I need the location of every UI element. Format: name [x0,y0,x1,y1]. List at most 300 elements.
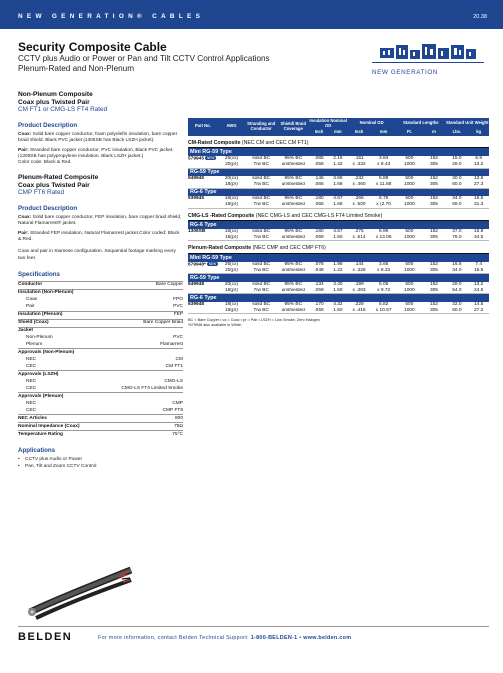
cable-type-label: RG-6 Type [188,294,489,302]
cell-sh: unshielded [277,268,309,274]
cell-ft: 1000 [396,308,422,314]
col-ins-inch: Inch [309,129,328,135]
spec-key: Insulation (Plenum) [18,311,101,319]
spec-row [18,349,183,356]
cell-str: solid BC [252,281,271,287]
section-heading-row [188,136,489,148]
cell-ii: .170 [314,301,324,307]
product2-heading-line1: Plenum-Rated Composite [18,174,99,182]
spec-key: Conductor [18,281,101,289]
cell-ii: .056 [309,162,328,168]
product2-rating: CMP FT6 Rated [18,189,65,197]
cell-sh: 95% BC [284,281,303,287]
spec-key: Approvals (Non-Plenum) [18,349,101,356]
spec-value: Bare Copper [101,281,184,289]
spec-value: 800 [101,415,184,423]
spec-row [18,304,183,311]
cable-type-row [188,254,489,262]
cell-sh: 95% BC [284,176,303,182]
cell-om: 5.82 [378,301,389,307]
cell-kg: 15.5 [468,268,489,274]
cell-awg: 18(pr) [218,182,245,188]
spec-key: Plenum [26,342,43,348]
cell-str: solid BC [252,155,271,161]
spec-value [101,349,184,356]
right-column [188,118,489,328]
cell-oi: x .383 [347,288,371,294]
footer-contact-prefix: For more information, contact Belden Technical Support: [98,635,251,641]
col-od-mm: mm [371,129,396,135]
cell-kg: 13.6 [473,176,484,182]
cell-sh: unshielded [277,288,309,294]
cell-ft: 1000 [396,288,422,294]
cell-ft: 500 [405,155,414,161]
cell-m: 305 [423,308,446,314]
part-number-cell [188,262,218,268]
cell-ii: .145 [314,176,324,182]
cell-str: 7/w BC [245,268,277,274]
spec-key: Nominal Impedance (Coax) [18,423,101,431]
col-nominal-od: Nominal OD [347,118,396,129]
spec-value: CMP [172,401,183,407]
spec-row [18,311,183,319]
cell-lb: 76.0 [445,235,468,241]
cell-str: solid BC [252,176,271,182]
col-awg: AWG [218,118,245,136]
cell-str: 7/w BC [245,288,277,294]
product2-heading-line2: Coax plus Twisted Pair [18,181,90,189]
cell-oi: .199 [354,281,364,287]
subtitle-line2: Plenum-Rated and Non-Plenum [18,64,135,73]
product-table [188,118,489,314]
cable-illustration [26,560,136,620]
cell-lb: 54.0 [445,288,468,294]
spec-value: Bare Copper Braid [101,319,184,327]
spec-row [18,334,183,341]
cell-im: 1.98 [333,261,343,267]
spec-key: CEC [26,386,37,392]
spec-row [18,431,183,438]
section-title: CMG-LS -Rated Composite [188,212,255,219]
cell-ft: 500 [405,281,414,287]
cell-str: solid BC [252,301,271,307]
cell-ii: .048 [309,268,328,274]
cell-kg: 24.5 [468,288,489,294]
cell-ii: .085 [314,155,324,161]
specifications-table [18,281,183,439]
cell-kg: 13.2 [473,281,484,287]
product2-heading [18,174,183,189]
cell-oi: x .460 [347,182,371,188]
cable-type-label: Mini RG-59 Type [188,254,489,262]
section-note: (NEC CMG-LS and CEC CMG-LS FT4 Limited Smoke) [255,212,383,219]
part-number[interactable]: 1306SB [188,228,206,234]
new-badge: NEW [206,155,215,160]
new-generation-logo-text: NEW GENERATION [372,69,439,76]
cell-awg: 18(pr) [218,308,245,314]
cell-om: 5.89 [378,176,389,182]
part-number[interactable]: 679948* [188,261,206,267]
cell-oi: .275 [354,228,364,234]
cell-kg: 14.5 [473,301,484,307]
footnote-abbrev: BC = Bare Copper • cx = Coax • pr = Pair • LSZH = Low Smoke, Zero Halogen [188,318,320,323]
cell-ft: 1000 [396,162,422,168]
cable-illustration-icon [26,560,136,620]
footer-contact [98,635,351,641]
new-generation-logo-icon [372,42,484,68]
cell-str: solid BC [252,261,271,267]
cell-awg: 20(pr) [218,162,245,168]
cell-ft: 500 [405,228,414,234]
cell-oi: .144 [354,261,364,267]
product1-coax-label: Coax: [18,131,32,137]
section-note: (NEC CMP and CEC CMP FT6) [252,245,326,252]
cell-oi: .232 [354,176,364,182]
table-footnotes [188,318,489,328]
cell-om: x 10.57 [371,308,396,314]
section-heading-row [188,241,489,254]
cell-sh: unshielded [277,202,309,208]
cell-oi: .151 [354,155,364,161]
new-generation-logo [372,42,484,76]
cell-m: 152 [429,176,438,182]
cell-str: 7/w BC [245,202,277,208]
specifications-title: Specifications [18,270,60,278]
cell-om: x 8.43 [371,162,396,168]
col-wt-lbs: Lbs. [445,129,468,135]
cell-ii: .066 [309,202,328,208]
cell-oi: x .416 [347,308,371,314]
new-badge: NEW [208,261,217,266]
product1-description-title: Product Description [18,121,78,129]
cell-m: 152 [429,261,438,267]
product2-pair-text: Stranded FEP insulation, Natural Flamarrest jacket.Color coded: Black & Red. [18,231,180,243]
spec-key: NEC [26,357,37,363]
cell-ii: .059 [309,288,328,294]
section-title: CM-Rated Composite [188,139,241,146]
cell-m: 305 [423,235,446,241]
cell-im: 4.32 [333,301,343,307]
cell-sh: unshielded [277,235,309,241]
cell-ii: .180 [314,228,324,234]
col-part-no: Part No. [188,118,218,136]
cell-om: 5.05 [378,281,389,287]
cell-sh: 95% BC [284,301,303,307]
spec-row [18,400,183,407]
spec-row [18,281,183,289]
part-number[interactable]: 649948 [188,281,205,287]
cell-awg: 25(cx) [224,261,239,267]
cell-awg: 18(pr) [218,288,245,294]
cell-om: 3.84 [378,155,389,161]
col-wt-kg: kg [468,129,489,135]
cell-ii: .078 [314,261,324,267]
cell-im: 1.50 [329,235,347,241]
cell-ii: .134 [314,281,324,287]
cell-oi: .229 [354,301,364,307]
cell-im: 1.68 [329,182,347,188]
cell-om: x 8.33 [371,268,396,274]
product1-pair-text: Stranded bare copper conductor, PVC insulation, Black PVC jacket. (1306SB has polypropylene insulation. Black LSZH jacket.) [18,147,174,160]
cell-oi: x .328 [347,268,371,274]
cell-im: 4.57 [333,228,343,234]
cell-ii: .059 [309,308,328,314]
cell-im: 2.16 [333,155,343,161]
cell-oi: x .514 [347,235,371,241]
cell-im: 1.50 [329,288,347,294]
spec-key: CEC [26,408,37,414]
spec-value: PVC [173,335,183,341]
spec-key: Insulation (Non-Plenum) [18,289,101,296]
cell-sh: unshielded [277,182,309,188]
cell-ft: 1000 [396,182,422,188]
footer-separator: • [297,635,304,641]
cable-type-row [188,274,489,282]
cell-kg: 31.3 [468,202,489,208]
product2-coax-text: Solid bare copper conductor, FEP insulation, bare copper braid shield, Natural Flamarrest® jacket. [18,215,182,227]
spec-row [18,415,183,423]
spec-value: CMG-LS [164,379,183,385]
cable-type-row [188,188,489,196]
spec-key: Coax [26,297,38,303]
spec-row [18,297,183,304]
col-len-m: m [423,129,446,135]
col-shield: Shield/ Braid Coverage [277,118,309,136]
cable-type-row [188,168,489,176]
cell-im: 1.68 [329,202,347,208]
spec-key: CEC [26,364,37,370]
cell-ft: 500 [405,301,414,307]
spec-row [18,341,183,348]
spec-key: Pair [26,304,35,310]
applications-title: Applications [18,447,56,455]
part-number-cell [188,156,218,162]
spec-value: CMG-LS FT4 Limited Smoke [121,386,183,392]
cell-awg: 20(cx) [224,281,239,287]
product1-pair-desc [18,148,183,166]
spec-value: FEP [101,311,184,319]
part-number[interactable]: 549945 [188,176,205,182]
application-item: • Pan, Tilt and Zoom CCTV Control [18,464,183,470]
footer-divider [18,626,489,627]
section-heading-row [188,208,489,221]
cell-str: 7/w BC [245,235,277,241]
application-item: • CCTV plus Audio or Power [18,457,183,463]
spec-value: PVC [173,304,183,310]
cell-im: 1.50 [329,308,347,314]
cell-lb: 34.0 [445,268,468,274]
spec-value [101,327,184,334]
cell-m: 152 [429,281,438,287]
cell-ft: 500 [405,261,414,267]
cell-kg: 6.8 [475,155,482,161]
product1-color-code: Color code: Black & Red. [18,160,72,166]
cell-m: 305 [423,202,446,208]
spec-key: Approvals (Plenum) [18,393,101,400]
spec-row [18,371,183,378]
cell-ft: 1000 [396,268,422,274]
section-heading [188,136,489,148]
cell-awg: 20(cx) [224,176,239,182]
left-column [18,91,183,470]
spec-key: NEC Articles [18,415,101,423]
spec-value: CMP FT6 [162,408,183,414]
cell-im: 4.57 [333,196,343,201]
cell-awg: 18(pr) [218,235,245,241]
cell-awg: 18(pr) [218,202,245,208]
spec-row [18,407,183,414]
footer-url-link[interactable]: www.belden.com [303,635,352,641]
cell-ft: 500 [405,176,414,182]
cell-om: x 11.68 [371,182,396,188]
cell-om: 3.66 [378,261,389,267]
col-insulation-od: Insulation Nominal OD [309,117,347,128]
cell-kg: 27.3 [468,182,489,188]
cell-oi: x .500 [347,202,371,208]
cell-m: 305 [423,288,446,294]
spec-row [18,385,183,392]
cell-awg: 18(cx) [224,228,239,234]
product1-rating: CM FT1 or CMG-LS FT4 Rated [18,106,108,114]
cell-kg: 16.8 [473,228,484,234]
spec-key: Jacket [18,327,101,334]
cell-om: 6.76 [378,196,389,201]
cell-om: x 9.72 [371,288,396,294]
applications-list [18,457,183,470]
cell-kg: 7.4 [475,261,482,267]
header-bar [0,0,503,29]
table-row [188,308,489,314]
product2-siamese-note: Coax and pair in Siamese configuration. Sequential footage marking every two feet. [18,249,176,261]
cell-im: 1.42 [329,162,347,168]
cell-ft: 500 [405,196,414,201]
product2-description-title: Product Description [18,205,78,213]
product1-coax-text: Solid bare copper conductor, foam polyolefin insulation, bare copper braid shield. Black PVC jacket (1306SB has Black LSZH jacket). [18,131,178,143]
cell-om: x 13.06 [371,235,396,241]
cell-m: 152 [429,196,438,201]
col-stranding: Stranding and Conductor [245,118,277,136]
cell-str: 7/w BC [245,308,277,314]
footnote-white: *679948 also available in White. [188,323,243,328]
section-heading [188,241,489,254]
page-subtitle [18,54,358,74]
col-unit-weight: Standard Unit Weight [445,118,489,129]
footer-phone: 1-800-BELDEN-1 [250,635,298,641]
cell-lb: 32.0 [452,301,462,307]
spec-value: 75Ω [101,423,184,431]
part-number[interactable]: 639948 [188,301,205,307]
cell-awg: 20(pr) [218,268,245,274]
spec-value: CM [175,357,183,363]
col-len-ft: Ft. [396,129,422,135]
spec-value [101,289,184,296]
product1-heading-line1: Non-Plenum Composite [18,91,93,98]
product2-pair-label: Pair: [18,231,29,237]
cell-sh: 95% BC [284,228,303,234]
section-note: (NEC CM and CEC CM FT1) [241,139,309,146]
product1-heading-line2: Coax plus Twisted Pair [18,98,90,106]
spec-key: Approvals (LSZH) [18,371,101,378]
cell-ii: .066 [309,182,328,188]
cell-str: 7/w BC [245,162,277,168]
product1-coax-desc [18,132,183,144]
product2-pair-desc [18,231,183,243]
cell-im: 3.40 [333,281,343,287]
part-number-cell [188,308,218,314]
cell-sh: unshielded [277,308,309,314]
cell-kg: 15.5 [473,196,484,201]
spec-value [101,393,184,400]
cell-m: 305 [423,162,446,168]
cell-m: 305 [423,182,446,188]
cell-lb: 29.0 [445,162,468,168]
section-heading [188,208,489,221]
cell-lb: 30.0 [452,176,462,182]
cell-sh: unshielded [277,162,309,168]
product2-coax-label: Coax: [18,215,32,221]
cell-om: 6.99 [378,228,389,234]
spec-key: Temperature Rating [18,431,101,438]
cell-kg: 27.2 [468,308,489,314]
spec-value: FPO [173,297,183,303]
spec-row [18,378,183,385]
spec-row [18,393,183,400]
cell-lb: 29.0 [452,281,462,287]
cell-str: solid BC [252,228,271,234]
col-od-inch: Inch [347,129,371,135]
section-title: Plenum-Rated Composite [188,245,252,252]
cell-awg: 25(cx) [224,155,239,161]
cable-type-label: RG-59 Type [188,168,489,176]
cable-type-label: Mini RG-59 Type [188,148,489,156]
product1-heading [18,91,183,106]
cell-im: 1.22 [329,268,347,274]
cell-awg: 18(cx) [224,301,239,307]
spec-row [18,289,183,296]
cell-m: 152 [429,228,438,234]
cell-m: 305 [423,268,446,274]
col-standard-lengths: Standard Lengths [396,118,445,129]
cell-sh: 95% BC [284,196,303,201]
cell-ii: .180 [314,196,324,201]
cell-awg: 18(cx) [224,196,239,201]
cell-oi: .266 [354,196,364,201]
cell-lb: 15.0 [452,155,462,161]
cell-lb: 16.5 [452,261,462,267]
spec-value: 75°C [101,431,184,438]
spec-value: Flamarrest [160,342,183,348]
part-number[interactable]: 579945 [188,156,205,162]
cell-kg: 13.2 [468,162,489,168]
cell-ft: 1000 [396,235,422,241]
cell-lb: 69.0 [445,202,468,208]
spec-key: NEC [26,379,37,385]
cable-type-row [188,294,489,302]
col-ins-mm: mm [329,129,347,135]
subtitle-line1: CCTV plus Audio or Power or Pan and Tilt CCTV Control Applications [18,54,270,63]
cell-lb: 60.0 [445,308,468,314]
cable-type-row [188,221,489,229]
spec-row [18,356,183,363]
page-title: Security Composite Cable [18,40,167,54]
part-number[interactable]: 539945 [188,196,205,201]
cable-type-label: RG-6 Type [188,221,489,229]
spec-value [101,371,184,378]
cell-m: 152 [429,155,438,161]
cell-sh: 95% BC [284,155,303,161]
belden-logo: BELDEN [18,631,73,643]
spec-row [18,423,183,431]
